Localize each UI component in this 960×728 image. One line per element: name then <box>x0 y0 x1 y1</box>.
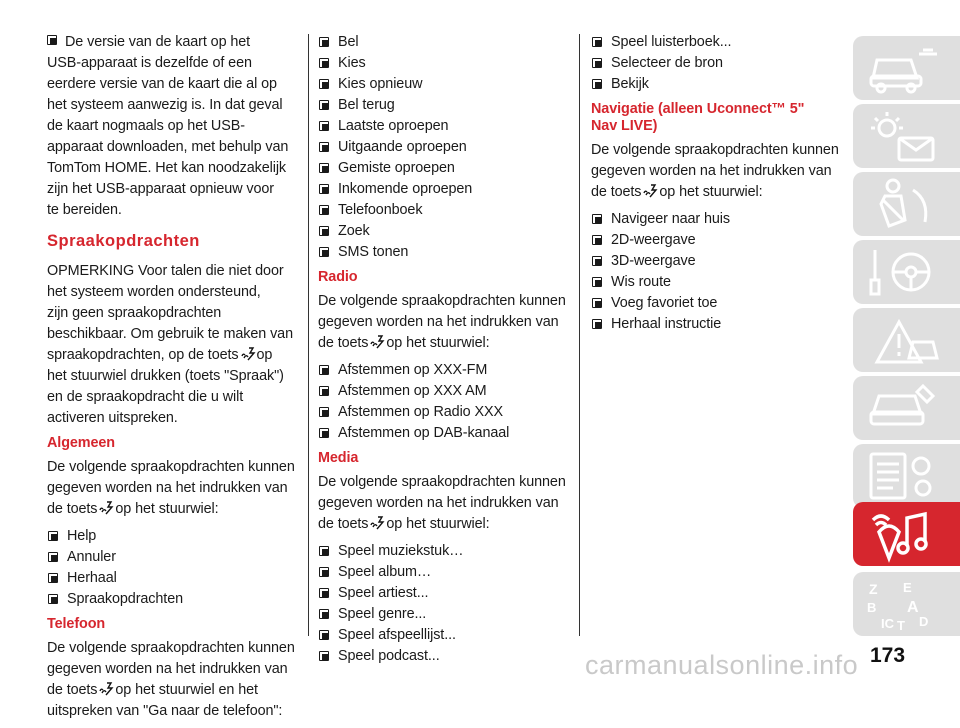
column-2 <box>318 32 570 673</box>
list-item: Bel <box>318 32 570 53</box>
subsection-title-media: Media <box>318 450 359 466</box>
list-item: Inkomende oproepen <box>318 179 570 200</box>
list-item: Annuler <box>47 547 297 568</box>
intro-paragraph: De versie van de kaart op het USB-apparaat is dezelfde of een eerdere versie van de kaart die al op het systeem aanwezig is. In dat geval de kaart nogmaals op het USB- apparaat downloaden, met behulp van TomTom HOME. Het kan noodzakelijk zijn het USB-apparaat opnieuw voor te bereiden. <box>47 34 289 218</box>
column-1 <box>47 32 297 728</box>
navigatie-list <box>591 209 843 335</box>
bullet-icon <box>319 58 329 68</box>
list-item: Wis route <box>591 272 843 293</box>
tab-maintenance[interactable] <box>853 376 960 440</box>
car-dashboard-icon <box>863 40 943 96</box>
bullet-icon <box>319 365 329 375</box>
svg-text:B: B <box>867 600 877 615</box>
radio-list <box>318 360 570 444</box>
list-item: Navigeer naar huis <box>591 209 843 230</box>
list-item: Speel genre... <box>318 604 570 625</box>
index-letters-icon <box>863 576 943 632</box>
list-item: Zoek <box>318 221 570 242</box>
bullet-icon <box>48 552 58 562</box>
column-divider <box>579 34 580 636</box>
bullet-icon <box>319 546 329 556</box>
list-item: Kies opnieuw <box>318 74 570 95</box>
car-service-icon <box>863 380 943 436</box>
bullet-icon <box>592 79 602 89</box>
media-list-continued <box>591 32 843 95</box>
list-item: Bel terug <box>318 95 570 116</box>
bullet-icon <box>592 298 602 308</box>
telefoon-intro: De volgende spraakopdrachten kunnen gegeven worden na het indrukken van de toets op het stuurwiel en het uitspreken van "Ga naar de telefoon": <box>47 640 295 719</box>
list-item: Spraakopdrachten <box>47 589 297 610</box>
list-item: Herhaal <box>47 568 297 589</box>
tab-emergency[interactable] <box>853 308 960 372</box>
tab-multimedia[interactable] <box>853 502 960 566</box>
bullet-icon <box>319 630 329 640</box>
bullet-icon <box>319 100 329 110</box>
tab-starting-driving[interactable] <box>853 240 960 304</box>
bullet-icon <box>592 277 602 287</box>
list-item: Gemiste oproepen <box>318 158 570 179</box>
list-item: 2D-weergave <box>591 230 843 251</box>
bullet-icon <box>319 205 329 215</box>
warning-lights-icon <box>863 108 943 164</box>
list-item: Speel podcast... <box>318 646 570 667</box>
svg-text:IC: IC <box>881 616 894 631</box>
tab-technical-data[interactable] <box>853 444 960 508</box>
subsection-title-navigatie: Navigatie (alleen Uconnect™ 5" Nav LIVE) <box>591 101 805 134</box>
list-item: Speel muziekstuk… <box>318 541 570 562</box>
bullet-icon <box>319 79 329 89</box>
svg-text:E: E <box>903 580 912 595</box>
bullet-icon <box>592 319 602 329</box>
svg-text:D: D <box>919 614 929 629</box>
bullet-icon <box>48 531 58 541</box>
tab-warning-lights[interactable] <box>853 104 960 168</box>
list-item: Herhaal instructie <box>591 314 843 335</box>
list-item: Kies <box>318 53 570 74</box>
specs-gear-icon <box>863 448 943 504</box>
voice-button-icon <box>369 335 385 349</box>
tab-dashboard[interactable] <box>853 36 960 100</box>
algemeen-list <box>47 526 297 610</box>
bullet-icon <box>319 37 329 47</box>
bullet-icon <box>319 121 329 131</box>
tab-index[interactable] <box>853 572 960 636</box>
list-item: Afstemmen op XXX-FM <box>318 360 570 381</box>
svg-text:A: A <box>907 599 919 616</box>
bullet-icon <box>319 226 329 236</box>
list-item: Telefoonboek <box>318 200 570 221</box>
list-item: SMS tonen <box>318 242 570 263</box>
key-steering-icon <box>863 244 943 300</box>
bullet-icon <box>47 35 57 45</box>
section-title-spraakopdrachten: Spraakopdrachten <box>47 232 200 250</box>
multimedia-icon <box>863 506 943 566</box>
bullet-icon <box>319 609 329 619</box>
telefoon-list <box>318 32 570 263</box>
voice-button-icon <box>98 682 114 696</box>
algemeen-intro: De volgende spraakopdrachten kunnen gegeven worden na het indrukken van de toets op het stuurwiel: <box>47 459 295 517</box>
bullet-icon <box>48 573 58 583</box>
bullet-icon <box>319 428 329 438</box>
radio-intro: De volgende spraakopdrachten kunnen gegeven worden na het indrukken van de toets op het stuurwiel: <box>318 293 566 351</box>
voice-button-icon <box>642 184 658 198</box>
list-item: Afstemmen op DAB-kanaal <box>318 423 570 444</box>
bullet-icon <box>319 407 329 417</box>
list-item: 3D-weergave <box>591 251 843 272</box>
svg-text:Z: Z <box>869 581 878 597</box>
bullet-icon <box>592 58 602 68</box>
list-item: Afstemmen op XXX AM <box>318 381 570 402</box>
bullet-icon <box>319 386 329 396</box>
bullet-icon <box>48 594 58 604</box>
bullet-icon <box>592 37 602 47</box>
bullet-icon <box>592 256 602 266</box>
seatbelt-airbag-icon <box>863 176 943 232</box>
breakdown-icon <box>863 312 943 368</box>
bullet-icon <box>319 588 329 598</box>
media-list <box>318 541 570 667</box>
column-3 <box>591 32 843 341</box>
bullet-icon <box>319 651 329 661</box>
subsection-title-telefoon: Telefoon <box>47 616 106 632</box>
list-item: Speel luisterboek... <box>591 32 843 53</box>
svg-text:T: T <box>897 618 905 632</box>
subsection-title-algemeen: Algemeen <box>47 435 115 451</box>
column-divider <box>308 34 309 636</box>
voice-button-icon <box>369 516 385 530</box>
list-item: Speel album… <box>318 562 570 583</box>
bullet-icon <box>319 184 329 194</box>
media-intro: De volgende spraakopdrachten kunnen gegeven worden na het indrukken van de toets op het stuurwiel: <box>318 474 566 532</box>
subsection-title-radio: Radio <box>318 269 358 285</box>
list-item: Help <box>47 526 297 547</box>
voice-button-icon <box>98 501 114 515</box>
tab-safety[interactable] <box>853 172 960 236</box>
page-number: 173 <box>870 644 906 667</box>
bullet-icon <box>319 567 329 577</box>
watermark: carmanualsonline.info <box>585 650 859 680</box>
note-paragraph: OPMERKING Voor talen die niet door het systeem worden ondersteund, zijn geen spraakopdrachten beschikbaar. Om gebruik te maken van spraakopdrachten, op de toets op het stuurwiel drukken (toets "Spraak") en de spraakopdracht die u wilt activeren uitspreken. <box>47 263 293 426</box>
navigatie-intro: De volgende spraakopdrachten kunnen gegeven worden na het indrukken van de toets op het stuurwiel: <box>591 142 839 200</box>
bullet-icon <box>319 163 329 173</box>
bullet-icon <box>592 214 602 224</box>
list-item: Uitgaande oproepen <box>318 137 570 158</box>
bullet-icon <box>319 247 329 257</box>
bullet-icon <box>592 235 602 245</box>
voice-button-icon <box>240 347 256 361</box>
list-item: Laatste oproepen <box>318 116 570 137</box>
list-item: Voeg favoriet toe <box>591 293 843 314</box>
list-item: Speel artiest... <box>318 583 570 604</box>
list-item: Selecteer de bron <box>591 53 843 74</box>
list-item: Speel afspeellijst... <box>318 625 570 646</box>
bullet-icon <box>319 142 329 152</box>
list-item: Afstemmen op Radio XXX <box>318 402 570 423</box>
list-item: Bekijk <box>591 74 843 95</box>
